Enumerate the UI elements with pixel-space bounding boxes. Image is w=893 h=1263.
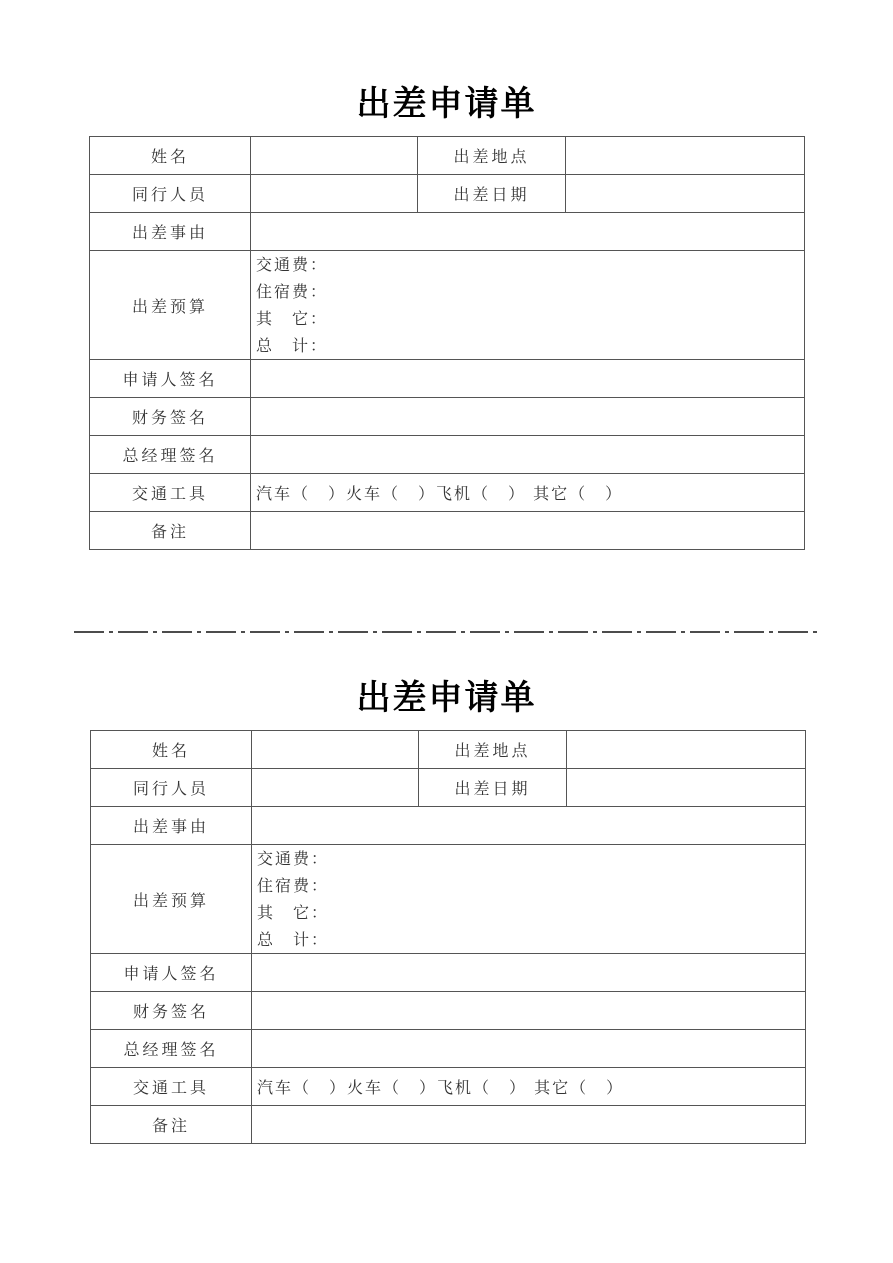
finance-sign-label: 财务签名 [90, 398, 251, 436]
table-row [90, 137, 805, 175]
remarks-field[interactable] [252, 1106, 806, 1144]
table-row [91, 845, 806, 954]
transport-label: 交通工具 [90, 474, 251, 512]
budget-field[interactable] [251, 251, 805, 360]
finance-sign-label: 财务签名 [91, 992, 252, 1030]
transport-options[interactable]: 汽车（ ）火车（ ）飞机（ ） 其它（ ） [251, 474, 805, 512]
budget-total: 总 计： [257, 930, 330, 949]
date-label: 出差日期 [418, 175, 566, 213]
cut-line-divider [74, 630, 822, 634]
companions-label: 同行人员 [91, 769, 252, 807]
remarks-field[interactable] [251, 512, 805, 550]
gm-sign-label: 总经理签名 [90, 436, 251, 474]
table-row [91, 731, 806, 769]
date-field[interactable] [567, 769, 806, 807]
destination-label: 出差地点 [418, 137, 566, 175]
reason-label: 出差事由 [90, 213, 251, 251]
applicant-sign-field[interactable] [252, 954, 806, 992]
name-field[interactable] [252, 731, 419, 769]
budget-other: 其 它： [256, 309, 329, 328]
finance-sign-field[interactable] [251, 398, 805, 436]
name-label: 姓名 [91, 731, 252, 769]
table-row [91, 807, 806, 845]
budget-total: 总 计： [256, 336, 329, 355]
gm-sign-field[interactable] [251, 436, 805, 474]
table-row [90, 398, 805, 436]
table-row [90, 360, 805, 398]
destination-label: 出差地点 [419, 731, 567, 769]
budget-other: 其 它： [257, 903, 330, 922]
date-label: 出差日期 [419, 769, 567, 807]
remarks-label: 备注 [91, 1106, 252, 1144]
budget-label: 出差预算 [90, 251, 251, 360]
travel-application-form [90, 730, 806, 1144]
companions-label: 同行人员 [90, 175, 251, 213]
form-title: 出差申请单 [356, 84, 537, 124]
budget-lodging-fee: 住宿费： [256, 282, 329, 301]
gm-sign-field[interactable] [252, 1030, 806, 1068]
table-row [91, 1030, 806, 1068]
finance-sign-field[interactable] [252, 992, 806, 1030]
budget-field[interactable] [252, 845, 806, 954]
form-title: 出差申请单 [356, 678, 537, 718]
table-row [90, 512, 805, 550]
name-label: 姓名 [90, 137, 251, 175]
applicant-sign-label: 申请人签名 [91, 954, 252, 992]
budget-transport-fee: 交通费： [256, 255, 329, 274]
table-row [90, 474, 805, 512]
table-row [90, 251, 805, 360]
date-field[interactable] [566, 175, 805, 213]
reason-label: 出差事由 [91, 807, 252, 845]
travel-application-form [89, 136, 805, 550]
companions-field[interactable] [251, 175, 418, 213]
remarks-label: 备注 [90, 512, 251, 550]
gm-sign-label: 总经理签名 [91, 1030, 252, 1068]
table-row [91, 954, 806, 992]
name-field[interactable] [251, 137, 418, 175]
companions-field[interactable] [252, 769, 419, 807]
budget-lodging-fee: 住宿费： [257, 876, 330, 895]
budget-transport-fee: 交通费： [257, 849, 330, 868]
table-row [91, 769, 806, 807]
table-row [90, 213, 805, 251]
budget-label: 出差预算 [91, 845, 252, 954]
transport-label: 交通工具 [91, 1068, 252, 1106]
table-row [91, 1106, 806, 1144]
applicant-sign-label: 申请人签名 [90, 360, 251, 398]
destination-field[interactable] [567, 731, 806, 769]
reason-field[interactable] [252, 807, 806, 845]
destination-field[interactable] [566, 137, 805, 175]
table-row [90, 436, 805, 474]
reason-field[interactable] [251, 213, 805, 251]
table-row [91, 1068, 806, 1106]
table-row [91, 992, 806, 1030]
transport-options[interactable]: 汽车（ ）火车（ ）飞机（ ） 其它（ ） [252, 1068, 806, 1106]
table-row [90, 175, 805, 213]
applicant-sign-field[interactable] [251, 360, 805, 398]
